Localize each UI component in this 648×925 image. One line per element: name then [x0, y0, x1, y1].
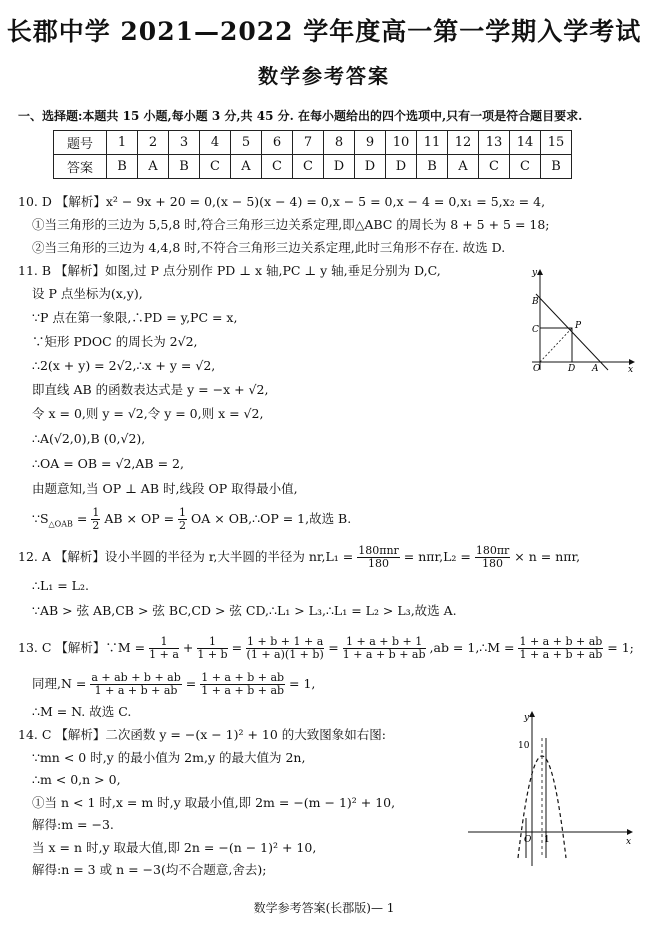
table-cell: D [386, 155, 417, 179]
frac-num: 180πr [475, 544, 510, 557]
plus-sign: + [182, 640, 198, 655]
table-cell: B [417, 155, 448, 179]
frac-num: 1 [197, 636, 227, 649]
frac-den: 1 + a + b + ab [201, 684, 285, 697]
q11-area-sub: △OAB [48, 519, 73, 529]
table-cell: 3 [169, 131, 200, 155]
q11-line-7: 令 x = 0,则 y = √2,令 y = 0,则 x = √2, [32, 406, 264, 421]
table-cell: 6 [262, 131, 293, 155]
q14-line-6: 当 x = n 时,y 取最大值,即 2n = −(n − 1)² + 10, [32, 840, 317, 855]
q12-text-c: × n = nπr, [514, 549, 581, 564]
q13-text-b: ,ab = 1,∴M = [429, 640, 519, 655]
q11-line-4: ∵矩形 PDOC 的周长为 2√2, [32, 334, 198, 349]
fraction [343, 636, 426, 661]
table-cell: 14 [510, 131, 541, 155]
table-cell: 8 [324, 131, 355, 155]
q12-line-3: ∵AB > 弦 AB,CB > 弦 BC,CD > 弦 CD,∴L₁ > L₃,∴L₁ = L₂ > L₃,故选 A. [32, 603, 457, 618]
frac-num: 1 + a + b + ab [201, 671, 285, 684]
table-cell: C [479, 155, 510, 179]
table-cell: B [169, 155, 200, 179]
q11-text-d: OA × OB,∴OP = 1,故选 B. [191, 511, 352, 526]
section-heading: 一、选择题:本题共 15 小题,每小题 3 分,共 45 分. 在每小题给出的四个选项中,只有一项是符合题目要求. [18, 109, 583, 123]
frac-den: 1 + a [149, 648, 179, 661]
frac-num: a + ab + b + ab [91, 671, 181, 684]
fig-label-x: x [628, 365, 634, 375]
q11-line-9: ∴OA = OB = √2,AB = 2, [32, 456, 184, 471]
frac-num: 1 [179, 506, 187, 519]
table-cell: A [448, 155, 479, 179]
fig-label-c: C [532, 325, 539, 335]
table-cell: 1 [107, 131, 138, 155]
table-cell: 10 [386, 131, 417, 155]
table-cell: 2 [138, 131, 169, 155]
table-cell: 15 [541, 131, 572, 155]
q14-line-7: 解得:n = 3 或 n = −3(均不合题意,舍去); [32, 862, 267, 877]
frac-den: 2 [179, 519, 187, 532]
fig-label-1: 1 [544, 835, 550, 845]
q11-line-1: 11. B 【解析】如图,过 P 点分别作 PD ⊥ x 轴,PC ⊥ y 轴,垂足分别为 D,C, [18, 263, 441, 278]
fraction [149, 636, 179, 661]
fraction [178, 507, 187, 532]
frac-num: 1 [92, 506, 100, 519]
frac-den: 1 + a + b + ab [519, 648, 603, 661]
fig-label-o: O [533, 364, 541, 374]
q13-line-1 [18, 636, 634, 661]
frac-den: 180 [482, 557, 504, 570]
frac-num: 1 [149, 636, 179, 649]
frac-num: 180πnr [358, 544, 399, 557]
table-cell: 5 [231, 131, 262, 155]
table-cell: 7 [293, 131, 324, 155]
frac-den: 1 + a + b + ab [342, 648, 426, 661]
q10-line-2: ①当三角形的三边为 5,5,8 时,符合三角形三边关系定理,即△ABC 的周长为 8 + 5 + 5 = 18; [32, 217, 550, 232]
table-row [54, 155, 572, 179]
fraction [246, 636, 324, 661]
table-cell: 13 [479, 131, 510, 155]
fraction [200, 672, 285, 697]
table-cell: B [107, 155, 138, 179]
fig-label-p: P [575, 321, 582, 331]
frac-den: 1 + a + b + ab [94, 684, 178, 697]
table-cell: D [355, 155, 386, 179]
q11-area-label: ∵S [32, 511, 49, 526]
frac-den: (1 + a)(1 + b) [246, 648, 324, 661]
row-label: 答案 [54, 155, 107, 179]
q11-line-5: ∴2(x + y) = 2√2,∴x + y = √2, [32, 358, 216, 373]
fraction [197, 636, 227, 661]
frac-den: 1 + b [197, 648, 228, 661]
frac-num: 1 + b + 1 + a [247, 635, 324, 648]
table-cell: C [200, 155, 231, 179]
row-label: 题号 [54, 131, 107, 155]
fraction [518, 636, 603, 661]
frac-den: 180 [368, 557, 390, 570]
frac-num: 1 + a + b + 1 [343, 636, 426, 649]
q14-line-1: 14. C 【解析】二次函数 y = −(x − 1)² + 10 的大致图象如右图: [18, 727, 387, 742]
fig-label-d: D [568, 364, 576, 374]
table-cell: C [262, 155, 293, 179]
q11-text-c: AB × OP = [104, 511, 179, 526]
q12-line-1 [18, 545, 580, 570]
fig-label-y: y [532, 268, 538, 278]
fraction [90, 672, 181, 697]
table-cell: 12 [448, 131, 479, 155]
equals-sign: = [185, 676, 201, 691]
q10-line-1: 10. D 【解析】x² − 9x + 20 = 0,(x − 5)(x − 4) = 0,x − 5 = 0,x − 4 = 0,x₁ = 5,x₂ = 4, [18, 194, 546, 209]
q13-text-c: = 1; [607, 640, 634, 655]
fig-label-a: A [592, 364, 599, 374]
page-footer: 数学参考答案(长郡版)— 1 [253, 901, 395, 915]
fraction [91, 507, 100, 532]
q12-line-2: ∴L₁ = L₂. [32, 578, 89, 593]
fig-label-b: B [532, 297, 539, 307]
q14-line-2: ∵mn < 0 时,y 的最小值为 2m,y 的最大值为 2n, [32, 750, 306, 765]
table-cell: D [324, 155, 355, 179]
equals-sign: = [231, 640, 247, 655]
equals-sign: = [328, 640, 343, 655]
frac-num: 1 + a + b + ab [519, 635, 603, 648]
q13-line-3: ∴M = N. 故选 C. [32, 704, 132, 719]
q12-text-a: 12. A 【解析】设小半圆的半径为 r,大半圆的半径为 nr,L₁ = [18, 549, 358, 564]
q11-line-2: 设 P 点坐标为(x,y), [32, 286, 143, 301]
answer-key-subtitle: 数学参考答案 [258, 64, 390, 88]
q11-line-11 [32, 507, 351, 533]
fig-label-10: 10 [518, 741, 530, 751]
table-cell: 4 [200, 131, 231, 155]
q11-line-8: ∴A(√2,0),B (0,√2), [32, 431, 146, 446]
q13-text-a: 13. C 【解析】∵M = [18, 640, 150, 655]
q14-figure [468, 708, 638, 868]
fraction [475, 545, 510, 570]
table-row [54, 131, 572, 155]
fraction [357, 545, 400, 570]
q11-line-10: 由题意知,当 OP ⊥ AB 时,线段 OP 取得最小值, [32, 481, 298, 496]
q11-line-6: 即直线 AB 的函数表达式是 y = −x + √2, [32, 382, 269, 397]
exam-title: 长郡中学 2021—2022 学年度高一第一学期入学考试 [6, 17, 642, 46]
rect-pdoc [540, 328, 572, 362]
q10-line-3: ②当三角形的三边为 4,4,8 时,不符合三角形三边关系定理,此时三角形不存在. 故选 D. [32, 240, 506, 255]
q12-text-b: = nπr,L₂ = [403, 549, 475, 564]
fig-label-x: x [626, 837, 632, 847]
table-cell: 11 [417, 131, 448, 155]
answer-table [53, 130, 572, 179]
table-cell: A [138, 155, 169, 179]
fig-label-y: y [524, 713, 530, 723]
q14-line-4: ①当 n < 1 时,x = m 时,y 取最小值,即 2m = −(m − 1)² + 10, [32, 795, 396, 810]
q11-eq: = [72, 511, 92, 526]
segment-op [540, 328, 572, 362]
frac-den: 2 [92, 519, 100, 532]
q13-line-2 [32, 672, 315, 697]
table-cell: A [231, 155, 262, 179]
fig-label-o: O [524, 835, 532, 845]
q11-line-3: ∵P 点在第一象限,∴PD = y,PC = x, [32, 310, 238, 325]
q11-figure [522, 266, 640, 376]
table-cell: B [541, 155, 572, 179]
table-cell: 9 [355, 131, 386, 155]
table-cell: C [510, 155, 541, 179]
q14-line-3: ∴m < 0,n > 0, [32, 772, 121, 787]
q14-line-5: 解得:m = −3. [32, 817, 114, 832]
q13-text-d: 同理,N = [32, 676, 91, 691]
table-cell: C [293, 155, 324, 179]
q13-text-e: = 1, [289, 676, 316, 691]
